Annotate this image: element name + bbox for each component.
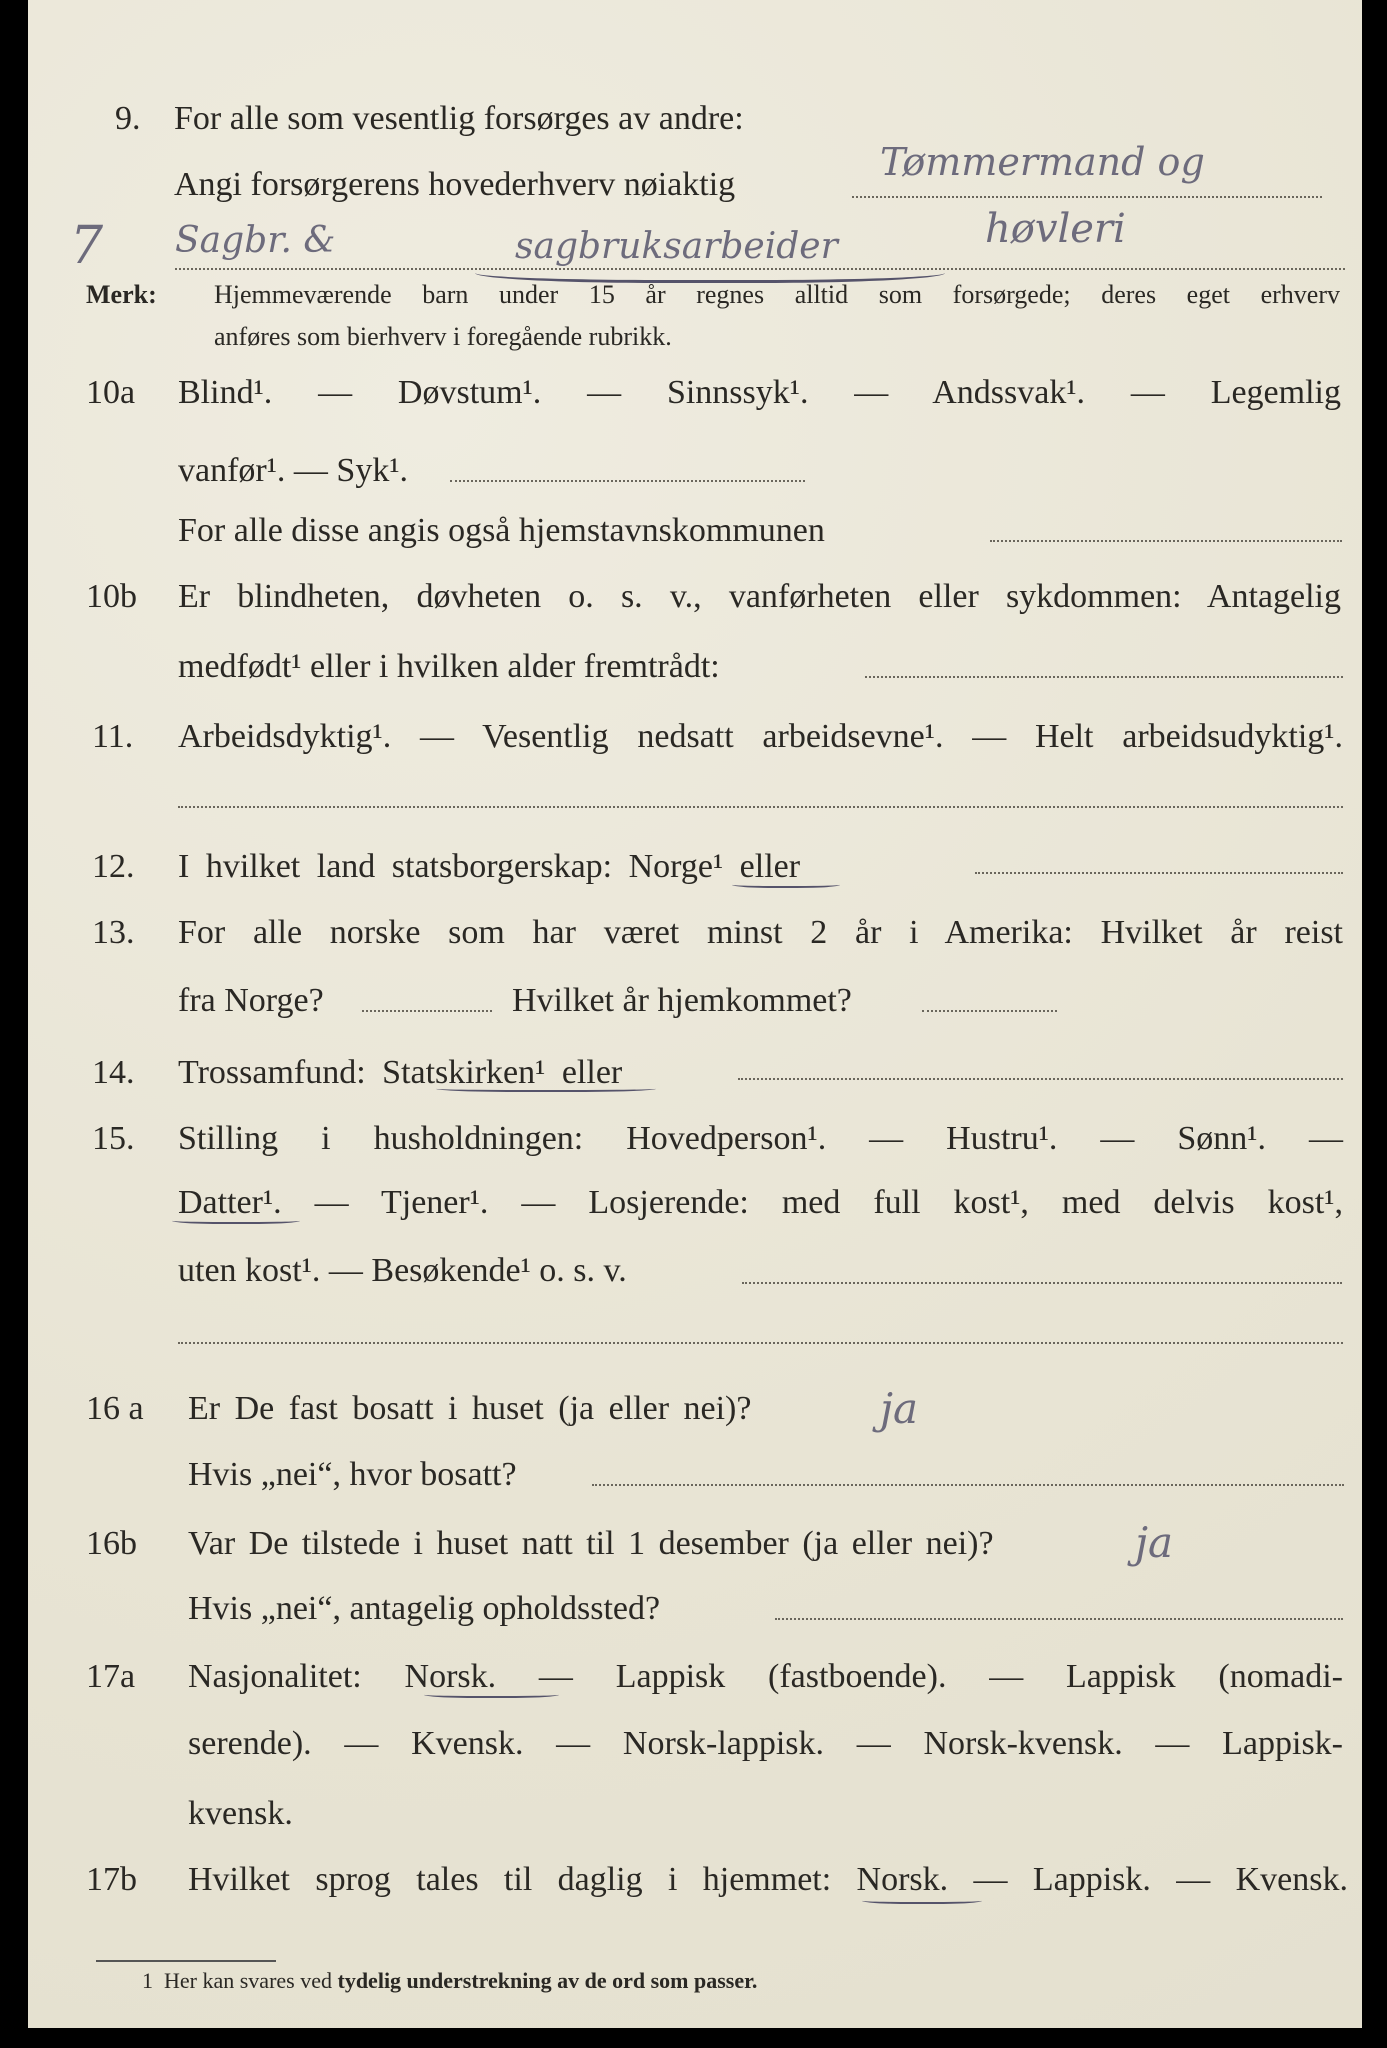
q10a-number: 10a	[86, 374, 136, 411]
q13-number: 13.	[92, 914, 135, 951]
q13-answer-line-2	[922, 1010, 1057, 1012]
q17b-answer-underline	[862, 1896, 982, 1904]
q15-line3: uten kost¹. — Besøkende¹ o. s. v.	[178, 1252, 627, 1289]
q13-line2a: fra Norge?	[178, 982, 324, 1019]
q16b-number: 16b	[86, 1525, 137, 1562]
footnote-plain-text: Her kan svares ved	[164, 1968, 332, 1993]
q13-line1: For alle norske som har været minst 2 år i Amerika: Hvilket år reist	[178, 914, 1343, 951]
q15-answer-underline	[172, 1216, 300, 1224]
q16a-line1: Er De fast bosatt i huset (ja eller nei)?	[188, 1390, 752, 1427]
q10b-answer-line	[865, 676, 1343, 678]
q17b-number: 17b	[86, 1861, 137, 1898]
footnote-bold-text: tydelig understrekning av de ord som passer.	[337, 1968, 758, 1993]
footnote-mark: 1	[142, 1968, 153, 1993]
q14-number: 14.	[92, 1054, 135, 1091]
footnote	[142, 1968, 757, 1994]
q16a-number: 16 a	[86, 1390, 144, 1427]
q12-number: 12.	[92, 848, 135, 885]
q9-line1: For alle som vesentlig forsørges av andre:	[174, 100, 744, 137]
q17a-line1: Nasjonalitet: Norsk. — Lappisk (fastboende). — Lappisk (nomadi-	[188, 1658, 1343, 1695]
q12-answer-line	[975, 872, 1343, 874]
q9-handwritten-3: sagbruksarbeider	[515, 226, 838, 267]
q10a-answer-line	[450, 480, 805, 482]
q15-line2: Datter¹. — Tjener¹. — Losjerende: med full kost¹, med delvis kost¹,	[178, 1184, 1343, 1221]
q15-answer-line-2	[178, 1342, 1343, 1344]
q16b-handwritten-answer: ja	[1135, 1518, 1174, 1567]
q15-line1: Stilling i husholdningen: Hovedperson¹. — Hustru¹. — Sønn¹. —	[178, 1120, 1343, 1157]
q16a-answer-line	[592, 1484, 1344, 1486]
q15-answer-line	[742, 1282, 1342, 1284]
q16b-line1: Var De tilstede i huset natt til 1 desember (ja eller nei)?	[188, 1525, 994, 1562]
q9-handwritten-1: Tømmermand og	[880, 140, 1205, 184]
q17a-answer-underline	[424, 1690, 559, 1698]
q9-number: 9.	[115, 100, 141, 137]
q12-answer-underline	[732, 880, 840, 888]
q11-line1: Arbeidsdyktig¹. — Vesentlig nedsatt arbeidsevne¹. — Helt arbeidsudyktig¹.	[178, 718, 1343, 755]
merk-label: Merk:	[86, 280, 157, 309]
q10a-line2: vanfør¹. — Syk¹.	[178, 452, 409, 489]
q16b-answer-line	[775, 1618, 1343, 1620]
q10a-answer-line-2	[990, 540, 1342, 542]
q17b-line1: Hvilket sprog tales til daglig i hjemmet: Norsk. — Lappisk. — Kvensk.	[188, 1861, 1348, 1898]
q16a-line2: Hvis „nei“, hvor bosatt?	[188, 1456, 517, 1493]
q9-answer-line	[852, 196, 1322, 198]
q11-answer-line	[178, 806, 1343, 808]
merk-line1: Hjemmeværende barn under 15 år regnes alltid som forsørgede; deres eget erhverv	[214, 280, 1340, 309]
q10b-line1: Er blindheten, døvheten o. s. v., vanførheten eller sykdommen: Antagelig	[178, 578, 1341, 615]
q11-number: 11.	[92, 718, 134, 755]
q14-answer-line	[738, 1078, 1343, 1080]
q14-line1: Trossamfund: Statskirken¹ eller	[178, 1054, 623, 1091]
q14-answer-underline	[436, 1084, 656, 1092]
q9-answer-line-2	[175, 268, 1345, 270]
q17a-line2: serende). — Kvensk. — Norsk-lappisk. — Norsk-kvensk. — Lappisk-	[188, 1725, 1343, 1762]
q12-line1: I hvilket land statsborgerskap: Norge¹ eller	[178, 848, 801, 885]
q15-number: 15.	[92, 1120, 135, 1157]
merk-line2: anføres som bierhverv i foregående rubrikk.	[214, 322, 672, 351]
q9-handwritten-2: Sagbr. &	[175, 220, 336, 261]
q9-line2: Angi forsørgerens hovederhverv nøiaktig	[174, 166, 736, 203]
footnote-rule	[96, 1960, 276, 1962]
q10b-number: 10b	[86, 578, 137, 615]
q16b-line2: Hvis „nei“, antagelig opholdssted?	[188, 1590, 661, 1627]
q13-answer-line-1	[362, 1010, 492, 1012]
q9-handwritten-mark: 7	[70, 216, 104, 276]
q17a-line3: kvensk.	[188, 1795, 293, 1832]
q16a-handwritten-answer: ja	[880, 1384, 919, 1433]
q9-handwritten-4: høvleri	[985, 206, 1126, 252]
q10a-line1: Blind¹. — Døvstum¹. — Sinnssyk¹. — Andssvak¹. — Legemlig	[178, 374, 1341, 411]
q10a-line3: For alle disse angis også hjemstavnskommunen	[178, 512, 825, 549]
q13-line2b: Hvilket år hjemkommet?	[512, 982, 852, 1019]
q17a-number: 17a	[86, 1658, 136, 1695]
q10b-line2: medfødt¹ eller i hvilken alder fremtrådt:	[178, 648, 720, 685]
